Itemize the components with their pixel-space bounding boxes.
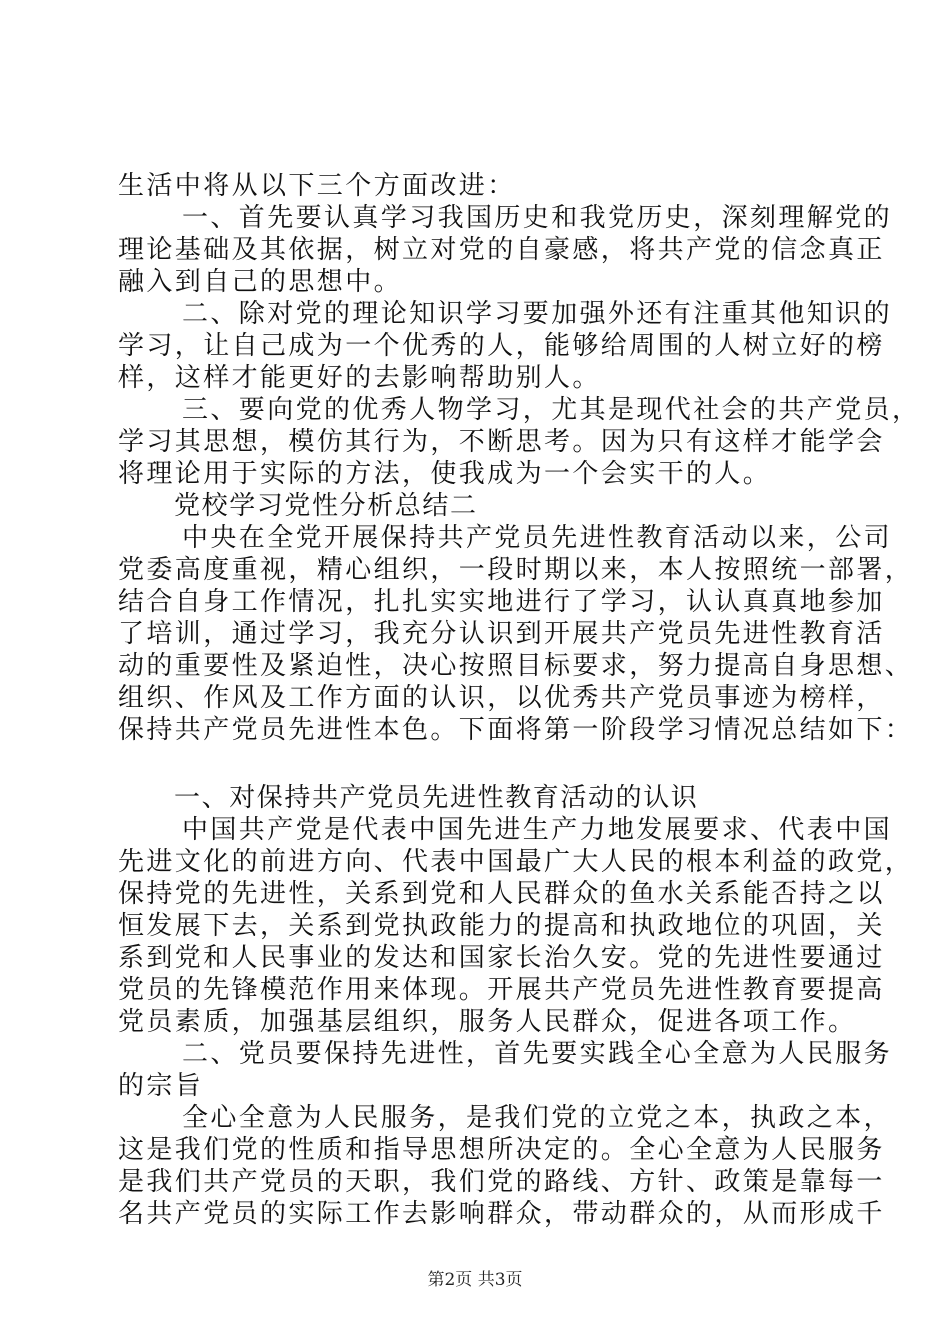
text-line: 党员的先锋模范作用来体现。开展共产党员先进性教育要提高: [118, 975, 885, 1005]
text-line: 全心全意为人民服务，是我们党的立党之本，执政之本，: [182, 1103, 893, 1133]
text-line: 是我们共产党员的天职，我们党的路线、方针、政策是靠每一: [118, 1167, 885, 1197]
text-line: 一、首先要认真学习我国历史和我党历史，深刻理解党的: [182, 203, 893, 233]
text-line: 动的重要性及紧迫性，决心按照目标要求，努力提高自身思想、: [118, 651, 914, 681]
document-body: [118, 170, 921, 1230]
text-line: 融入到自己的思想中。: [118, 267, 403, 297]
text-line: 三、要向党的优秀人物学习，尤其是现代社会的共产党员，: [182, 395, 921, 425]
text-line: 先进文化的前进方向、代表中国最广大人民的根本利益的政党，: [118, 847, 914, 877]
text-line: 生活中将从以下三个方面改进：: [118, 171, 516, 201]
text-line: 保持党的先进性，关系到党和人民群众的鱼水关系能否持之以: [118, 879, 885, 909]
text-line: 学习，让自己成为一个优秀的人，能够给周围的人树立好的榜: [118, 331, 885, 361]
text-line: 了培训，通过学习，我充分认识到开展共产党员先进性教育活: [118, 619, 885, 649]
text-line: 党委高度重视，精心组织，一段时期以来，本人按照统一部署，: [118, 555, 914, 585]
page-number-footer: 第2页 共3页: [427, 1270, 523, 1290]
text-line: 组织、作风及工作方面的认识，以优秀共产党员事迹为榜样，: [118, 683, 885, 713]
text-line: 理论基础及其依据，树立对党的自豪感，将共产党的信念真正: [118, 235, 885, 265]
text-line: 中央在全党开展保持共产党员先进性教育活动以来，公司: [182, 523, 893, 553]
paragraph-spacer: [118, 746, 834, 782]
text-line: 学习其思想，模仿其行为，不断思考。因为只有这样才能学会: [118, 427, 885, 457]
text-line: 结合自身工作情况，扎扎实实地进行了学习，认认真真地参加: [118, 587, 885, 617]
text-line: 中国共产党是代表中国先进生产力地发展要求、代表中国: [182, 815, 893, 845]
text-line: 二、除对党的理论知识学习要加强外还有注重其他知识的: [182, 299, 893, 329]
text-line: 这是我们党的性质和指导思想所决定的。全心全意为人民服务: [118, 1135, 885, 1165]
text-line: 名共产党员的实际工作去影响群众，带动群众的，从而形成千: [118, 1199, 885, 1229]
text-line: 党员素质，加强基层组织，服务人民群众，促进各项工作。: [118, 1007, 857, 1037]
text-line: 的宗旨: [118, 1071, 204, 1101]
text-line: 保持共产党员先进性本色。下面将第一阶段学习情况总结如下：: [118, 715, 914, 745]
section-title: 党校学习党性分析总结二: [174, 491, 478, 521]
text-line: 将理论用于实际的方法，使我成为一个会实干的人。: [118, 459, 772, 489]
text-line: 样，这样才能更好的去影响帮助别人。: [118, 363, 601, 393]
section-heading: 二、党员要保持先进性，首先要实践全心全意为人民服务: [182, 1039, 893, 1069]
text-line: 恒发展下去，关系到党执政能力的提高和执政地位的巩固，关: [118, 911, 885, 941]
text-line: 系到党和人民事业的发达和国家长治久安。党的先进性要通过: [118, 943, 885, 973]
section-heading: 一、对保持共产党员先进性教育活动的认识: [174, 783, 699, 813]
